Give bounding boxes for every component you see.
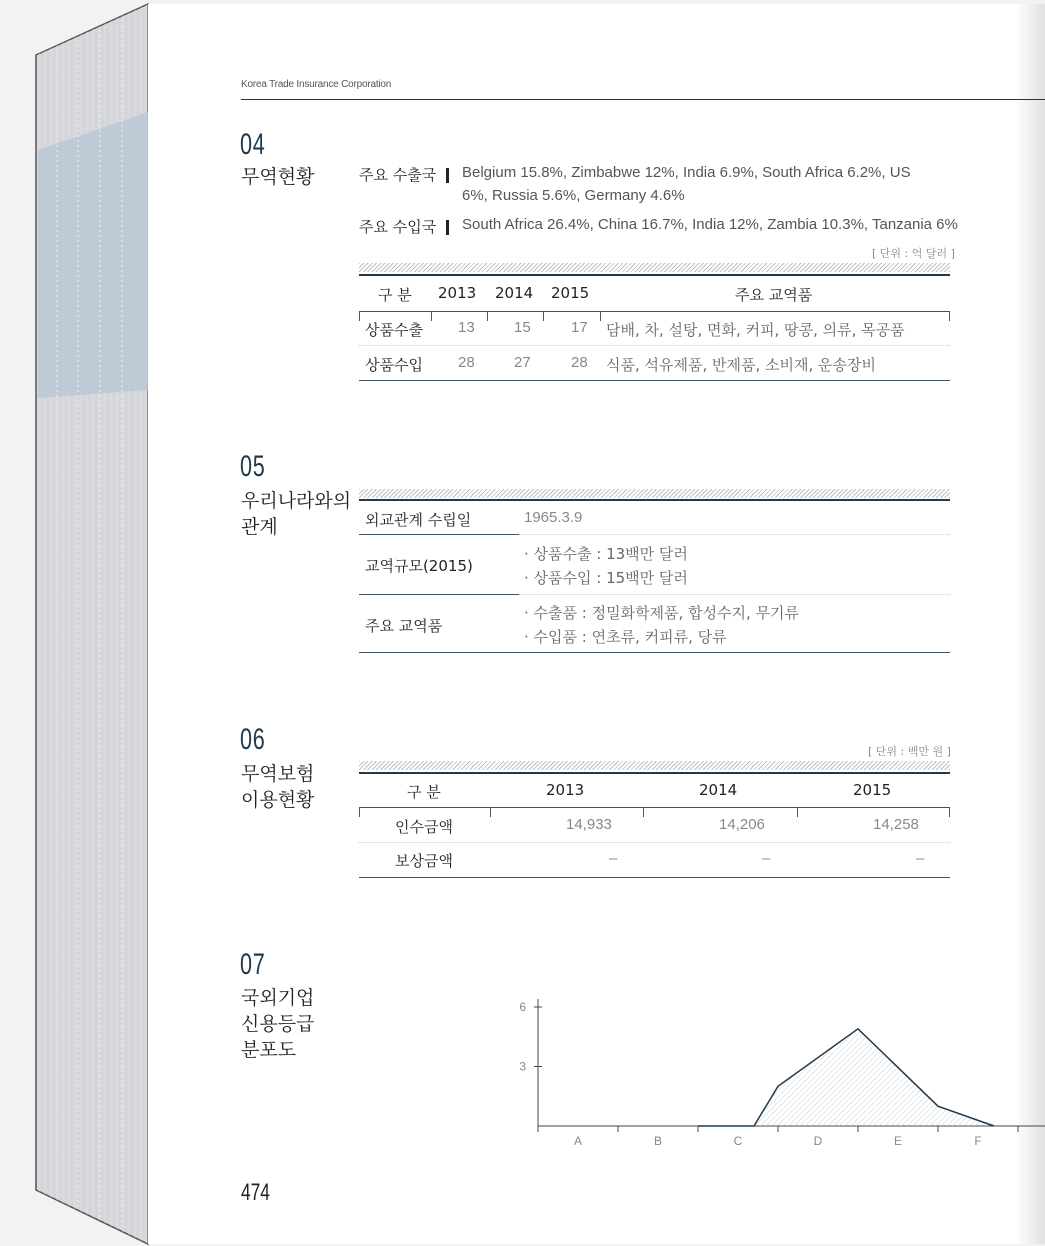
section-number-07: 07 bbox=[240, 948, 266, 981]
export-countries-text: Belgium 15.8%, Zimbabwe 12%, India 6.9%, South Africa 6.2%, US 6%, Russia 5.6%, Germany 4.6% bbox=[462, 164, 911, 204]
x-tick-label: C bbox=[733, 1134, 743, 1148]
insurance-header-rule bbox=[359, 807, 950, 808]
relations-value-export-items: · 수출품 : 정밀화학제품, 합성수지, 무기류 bbox=[524, 604, 800, 622]
insurance-row-2015: 14,258 bbox=[873, 816, 919, 833]
trade-unit-note: [ 단위 : 억 달러 ] bbox=[872, 247, 955, 260]
relations-value-established: 1965.3.9 bbox=[524, 509, 583, 526]
trade-header-category: 구 분 bbox=[378, 286, 412, 304]
trade-row-2013: 28 bbox=[458, 354, 475, 371]
trade-row-items: 식품, 석유제품, 반제품, 소비재, 운송장비 bbox=[606, 356, 876, 374]
insurance-row-label: 보상금액 bbox=[395, 852, 453, 870]
x-tick-label: E bbox=[893, 1134, 903, 1148]
trade-header-2015: 2015 bbox=[551, 284, 590, 302]
relations-value-import-items: · 수입품 : 연초류, 커피류, 당류 bbox=[524, 628, 727, 646]
relations-value-export: · 상품수출 : 13백만 달러 bbox=[524, 545, 688, 563]
trade-row-2013: 13 bbox=[458, 319, 475, 336]
section-title-relations: 우리나라와의 관계 bbox=[241, 490, 352, 538]
relations-label-trade-items: 주요 교역품 bbox=[365, 617, 443, 635]
trade-header-2013: 2013 bbox=[438, 284, 477, 302]
relations-table-bottom-rule bbox=[359, 652, 950, 653]
x-tick-label: B bbox=[653, 1134, 663, 1148]
insurance-row-2013: 14,933 bbox=[566, 816, 612, 833]
insurance-table-top-rule bbox=[359, 772, 950, 774]
insurance-row-2014: – bbox=[762, 850, 771, 867]
insurance-row-2013: – bbox=[609, 850, 618, 867]
trade-row-2014: 15 bbox=[514, 319, 531, 336]
relations-label-trade-volume: 교역규모(2015) bbox=[365, 557, 473, 575]
header-rule bbox=[241, 99, 1045, 100]
trade-header-2014: 2014 bbox=[495, 284, 534, 302]
relations-table-hatch bbox=[359, 489, 950, 498]
trade-table-top-rule bbox=[359, 274, 950, 276]
credit-rating-chart bbox=[348, 989, 982, 1154]
insurance-header-category: 구 분 bbox=[407, 783, 441, 801]
area-fill bbox=[698, 1029, 994, 1126]
page-number: 474 bbox=[241, 1179, 270, 1206]
import-countries-label: 주요 수입국 bbox=[359, 216, 459, 237]
x-tick-label: A bbox=[573, 1134, 583, 1148]
relations-label-established: 외교관계 수립일 bbox=[365, 511, 472, 529]
trade-header-rule bbox=[359, 311, 950, 312]
insurance-header-2013: 2013 bbox=[546, 781, 585, 799]
trade-table-bottom-rule bbox=[359, 380, 950, 381]
insurance-row-label: 인수금액 bbox=[395, 818, 453, 836]
insurance-header-2014: 2014 bbox=[699, 781, 738, 799]
insurance-table-bottom-rule bbox=[359, 877, 950, 878]
running-header: Korea Trade Insurance Corporation bbox=[241, 79, 392, 90]
trade-row-items: 담배, 차, 설탕, 면화, 커피, 땅콩, 의류, 목공품 bbox=[606, 321, 905, 339]
trade-row-2015: 28 bbox=[571, 354, 588, 371]
y-tick-label: 3 bbox=[519, 1059, 526, 1074]
insurance-row-2014: 14,206 bbox=[719, 816, 765, 833]
trade-header-items: 주요 교역품 bbox=[735, 286, 813, 304]
trade-table-hatch bbox=[359, 263, 950, 272]
section-number-04: 04 bbox=[240, 128, 266, 161]
insurance-unit-note: [ 단위 : 백만 원 ] bbox=[868, 745, 951, 758]
x-tick-label: F bbox=[974, 1134, 982, 1148]
export-countries-label: 주요 수출국 bbox=[359, 164, 459, 185]
insurance-table-hatch bbox=[359, 761, 950, 770]
section-title-trade: 무역현황 bbox=[241, 166, 315, 188]
relations-value-import: · 상품수입 : 15백만 달러 bbox=[524, 569, 688, 587]
section-title-credit: 국외기업 신용등급 분포도 bbox=[241, 987, 315, 1061]
trade-row-label: 상품수입 bbox=[365, 356, 423, 374]
trade-row-2014: 27 bbox=[514, 354, 531, 371]
x-tick-label: D bbox=[813, 1134, 823, 1148]
insurance-header-2015: 2015 bbox=[853, 781, 892, 799]
section-number-06: 06 bbox=[240, 723, 266, 756]
page-shadow bbox=[1015, 4, 1045, 1244]
trade-row-label: 상품수출 bbox=[365, 321, 423, 339]
y-tick-label: 6 bbox=[519, 1000, 526, 1014]
trade-row-2015: 17 bbox=[571, 319, 588, 336]
section-number-05: 05 bbox=[240, 450, 266, 483]
document-page bbox=[148, 4, 1045, 1244]
relations-table-top-rule bbox=[359, 499, 950, 501]
insurance-row-2015: – bbox=[916, 850, 925, 867]
import-countries-text: South Africa 26.4%, China 16.7%, India 12%, Zambia 10.3%, Tanzania 6% bbox=[462, 216, 958, 233]
section-title-insurance: 무역보험 이용현황 bbox=[241, 763, 315, 811]
